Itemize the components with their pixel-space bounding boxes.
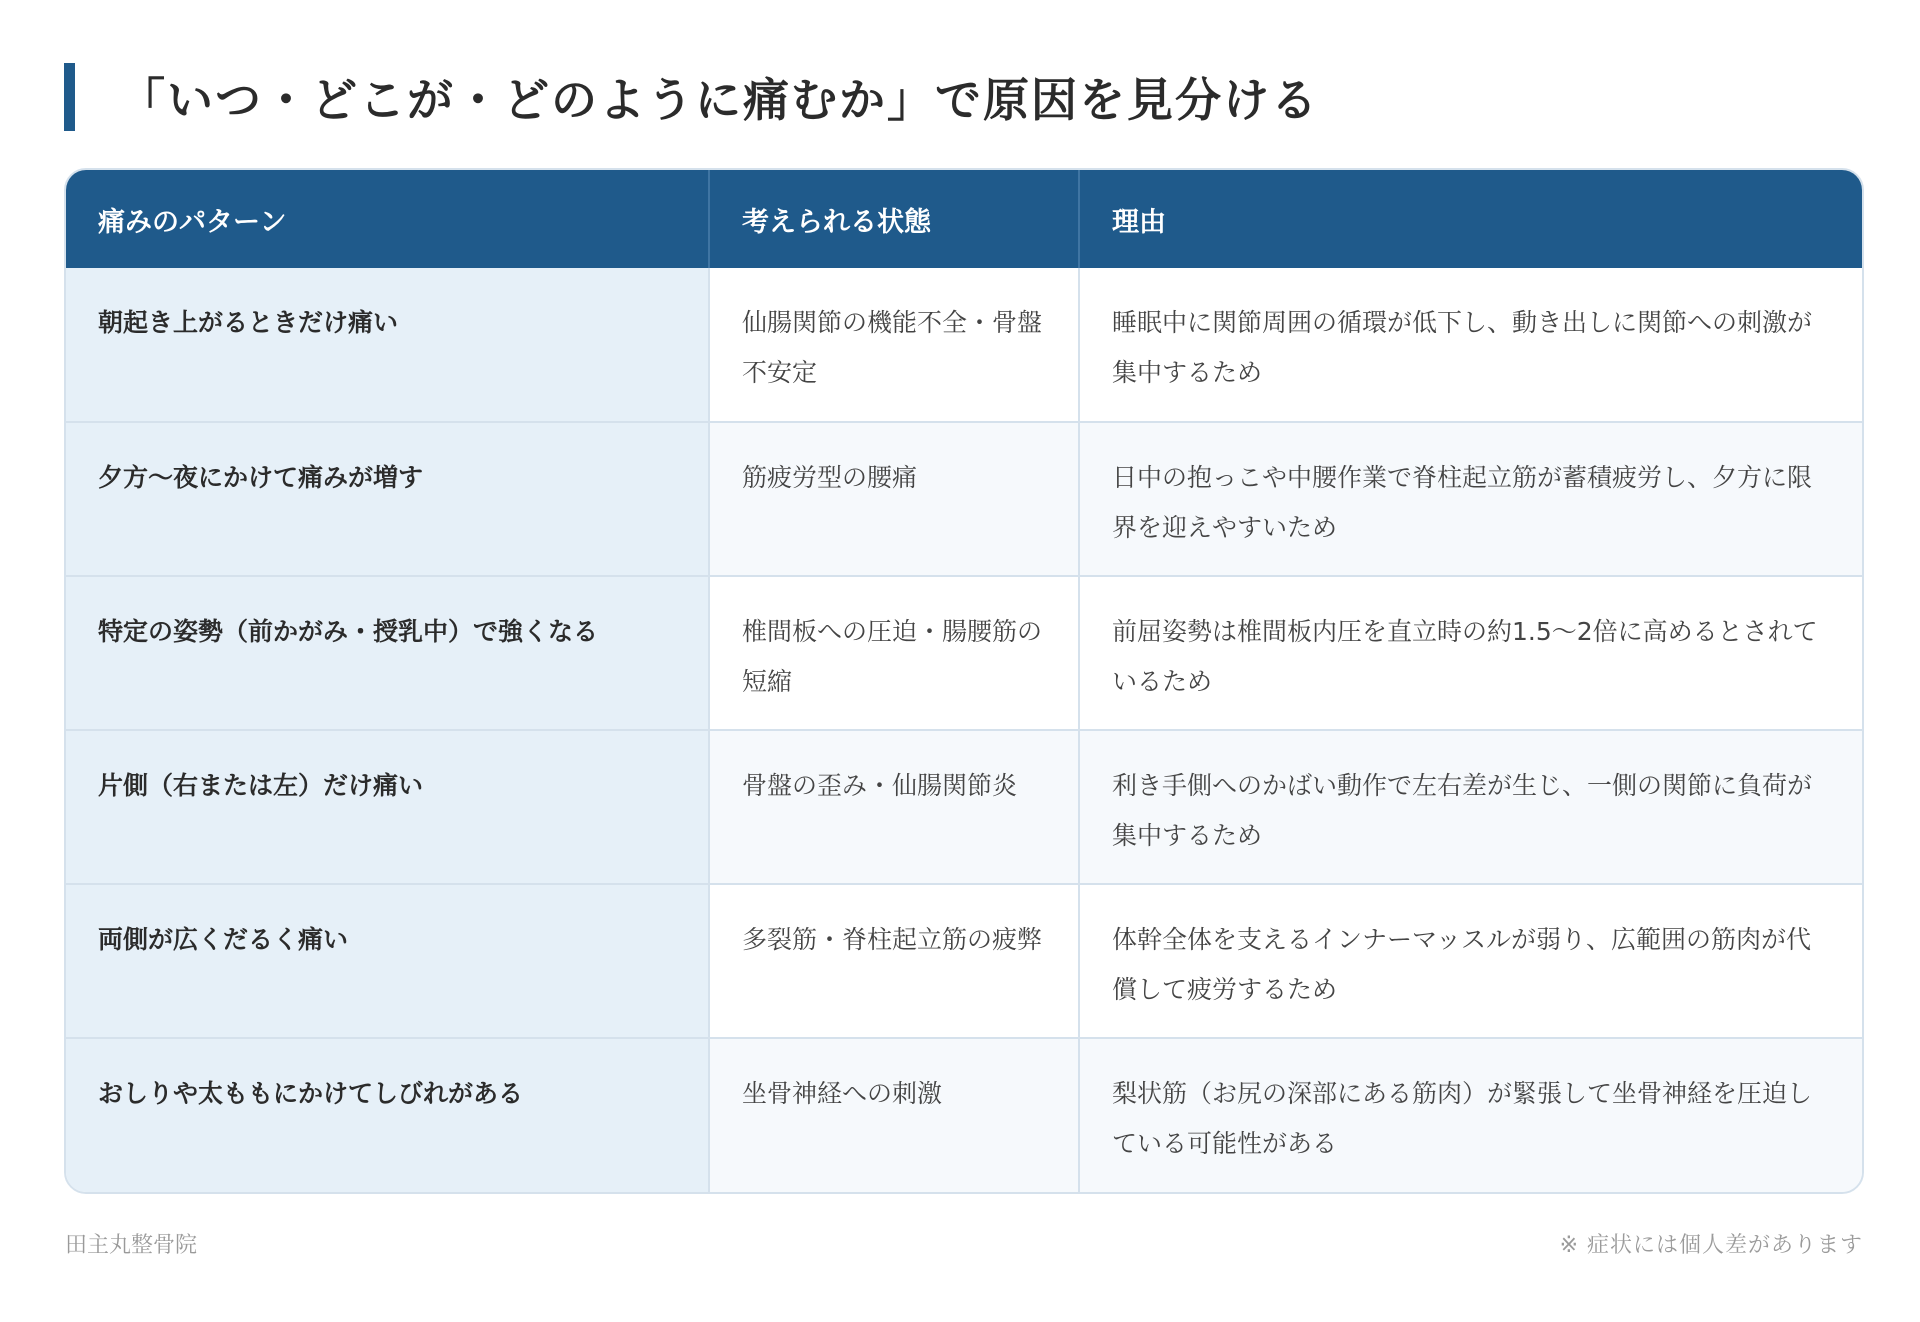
cell-pattern: 両側が広くだるく痛い [66,884,709,1038]
pain-pattern-table [66,170,1862,1192]
cell-condition: 多裂筋・脊柱起立筋の疲弊 [709,884,1079,1038]
title-accent-bar [64,63,75,131]
cell-pattern: おしりや太ももにかけてしびれがある [66,1038,709,1192]
cell-reason: 前屈姿勢は椎間板内圧を直立時の約1.5〜2倍に高めるとされているため [1079,576,1862,730]
header-possible-condition: 考えられる状態 [709,170,1079,268]
pain-pattern-table-card [64,168,1864,1194]
cell-pattern: 片側（右または左）だけ痛い [66,730,709,884]
cell-reason: 体幹全体を支えるインナーマッスルが弱り、広範囲の筋肉が代償して疲労するため [1079,884,1862,1038]
table-row [66,422,1862,576]
table-row [66,268,1862,422]
cell-condition: 仙腸関節の機能不全・骨盤不安定 [709,268,1079,422]
page-title-block [64,63,1319,131]
table-row [66,884,1862,1038]
cell-condition: 筋疲労型の腰痛 [709,422,1079,576]
header-pain-pattern: 痛みのパターン [66,170,709,268]
table-row [66,576,1862,730]
cell-pattern: 朝起き上がるときだけ痛い [66,268,709,422]
header-reason: 理由 [1079,170,1862,268]
cell-reason: 睡眠中に関節周囲の循環が低下し、動き出しに関節への刺激が集中するため [1079,268,1862,422]
clinic-name: 田主丸整骨院 [65,1233,198,1258]
cell-reason: 利き手側へのかばい動作で左右差が生じ、一側の関節に負荷が集中するため [1079,730,1862,884]
cell-pattern: 特定の姿勢（前かがみ・授乳中）で強くなる [66,576,709,730]
table-header-row [66,170,1862,268]
disclaimer-note: ※ 症状には個人差があります [1559,1233,1863,1258]
cell-condition: 椎間板への圧迫・腸腰筋の短縮 [709,576,1079,730]
table-row [66,730,1862,884]
cell-condition: 骨盤の歪み・仙腸関節炎 [709,730,1079,884]
cell-reason: 梨状筋（お尻の深部にある筋肉）が緊張して坐骨神経を圧迫している可能性がある [1079,1038,1862,1192]
cell-pattern: 夕方〜夜にかけて痛みが増す [66,422,709,576]
cell-reason: 日中の抱っこや中腰作業で脊柱起立筋が蓄積疲労し、夕方に限界を迎えやすいため [1079,422,1862,576]
table-row [66,1038,1862,1192]
page-title: 「いつ・どこが・どのように痛むか」で原因を見分ける [119,73,1319,127]
cell-condition: 坐骨神経への刺激 [709,1038,1079,1192]
